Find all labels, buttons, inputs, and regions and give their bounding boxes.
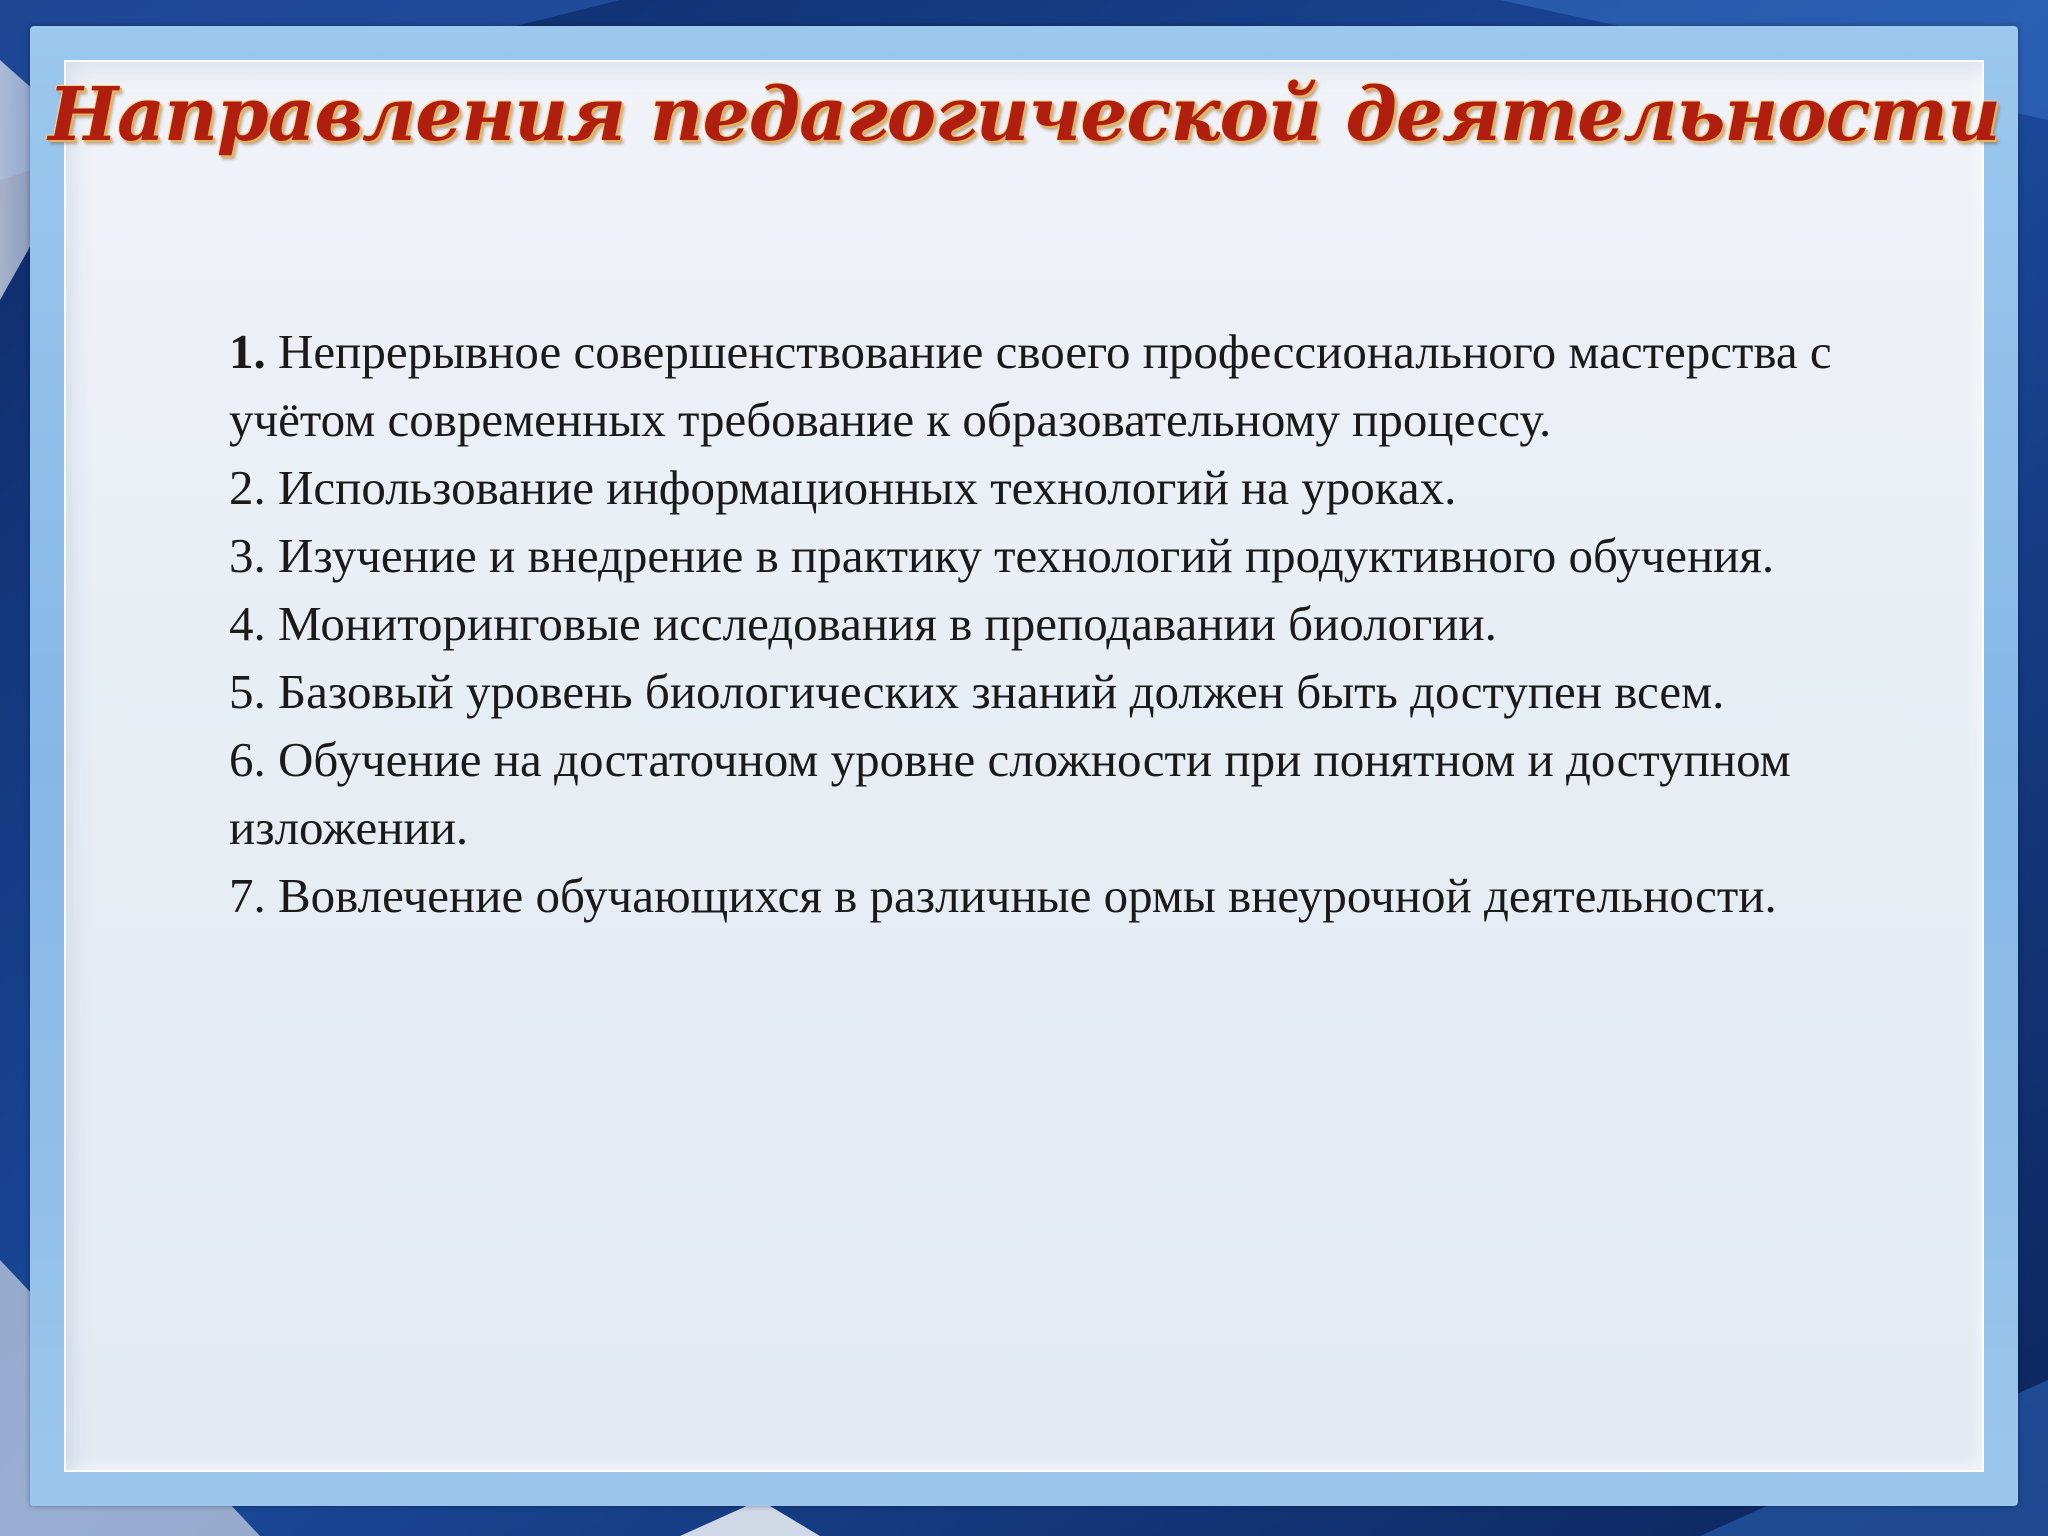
directions-list (229, 318, 1869, 930)
list-item-number: 1. (229, 324, 266, 379)
list-item (229, 862, 1869, 930)
list-item-number: 6. (229, 732, 266, 787)
list-item-text: Мониторинговые исследования в преподавании биологии. (265, 596, 1497, 651)
list-item-text: Обучение на достаточном уровне сложности при понятном и доступном изложении. (229, 732, 1791, 855)
list-item-text: Непрерывное совершенствование своего профессионального мастерства с учётом современных требование к образовательному процессу. (229, 324, 1832, 447)
list-item-number: 7. (229, 868, 266, 923)
list-item-number: 3. (229, 528, 266, 583)
list-item-text: Вовлечение обучающихся в различные ормы внеурочной деятельности. (265, 868, 1777, 923)
list-item-number: 5. (229, 664, 266, 719)
list-item-number: 4. (229, 596, 266, 651)
list-item-number: 2. (229, 460, 266, 515)
list-item (229, 318, 1869, 454)
slide-title: Направления педагогической деятельности (48, 72, 2000, 158)
list-item (229, 658, 1869, 726)
list-item-text: Базовый уровень биологических знаний должен быть доступен всем. (265, 664, 1725, 719)
list-item-text: Использование информационных технологий на уроках. (265, 460, 1457, 515)
list-item (229, 454, 1869, 522)
list-item (229, 522, 1869, 590)
list-item (229, 590, 1869, 658)
list-item-text: Изучение и внедрение в практику технологий продуктивного обучения. (265, 528, 1775, 583)
list-item (229, 726, 1869, 862)
